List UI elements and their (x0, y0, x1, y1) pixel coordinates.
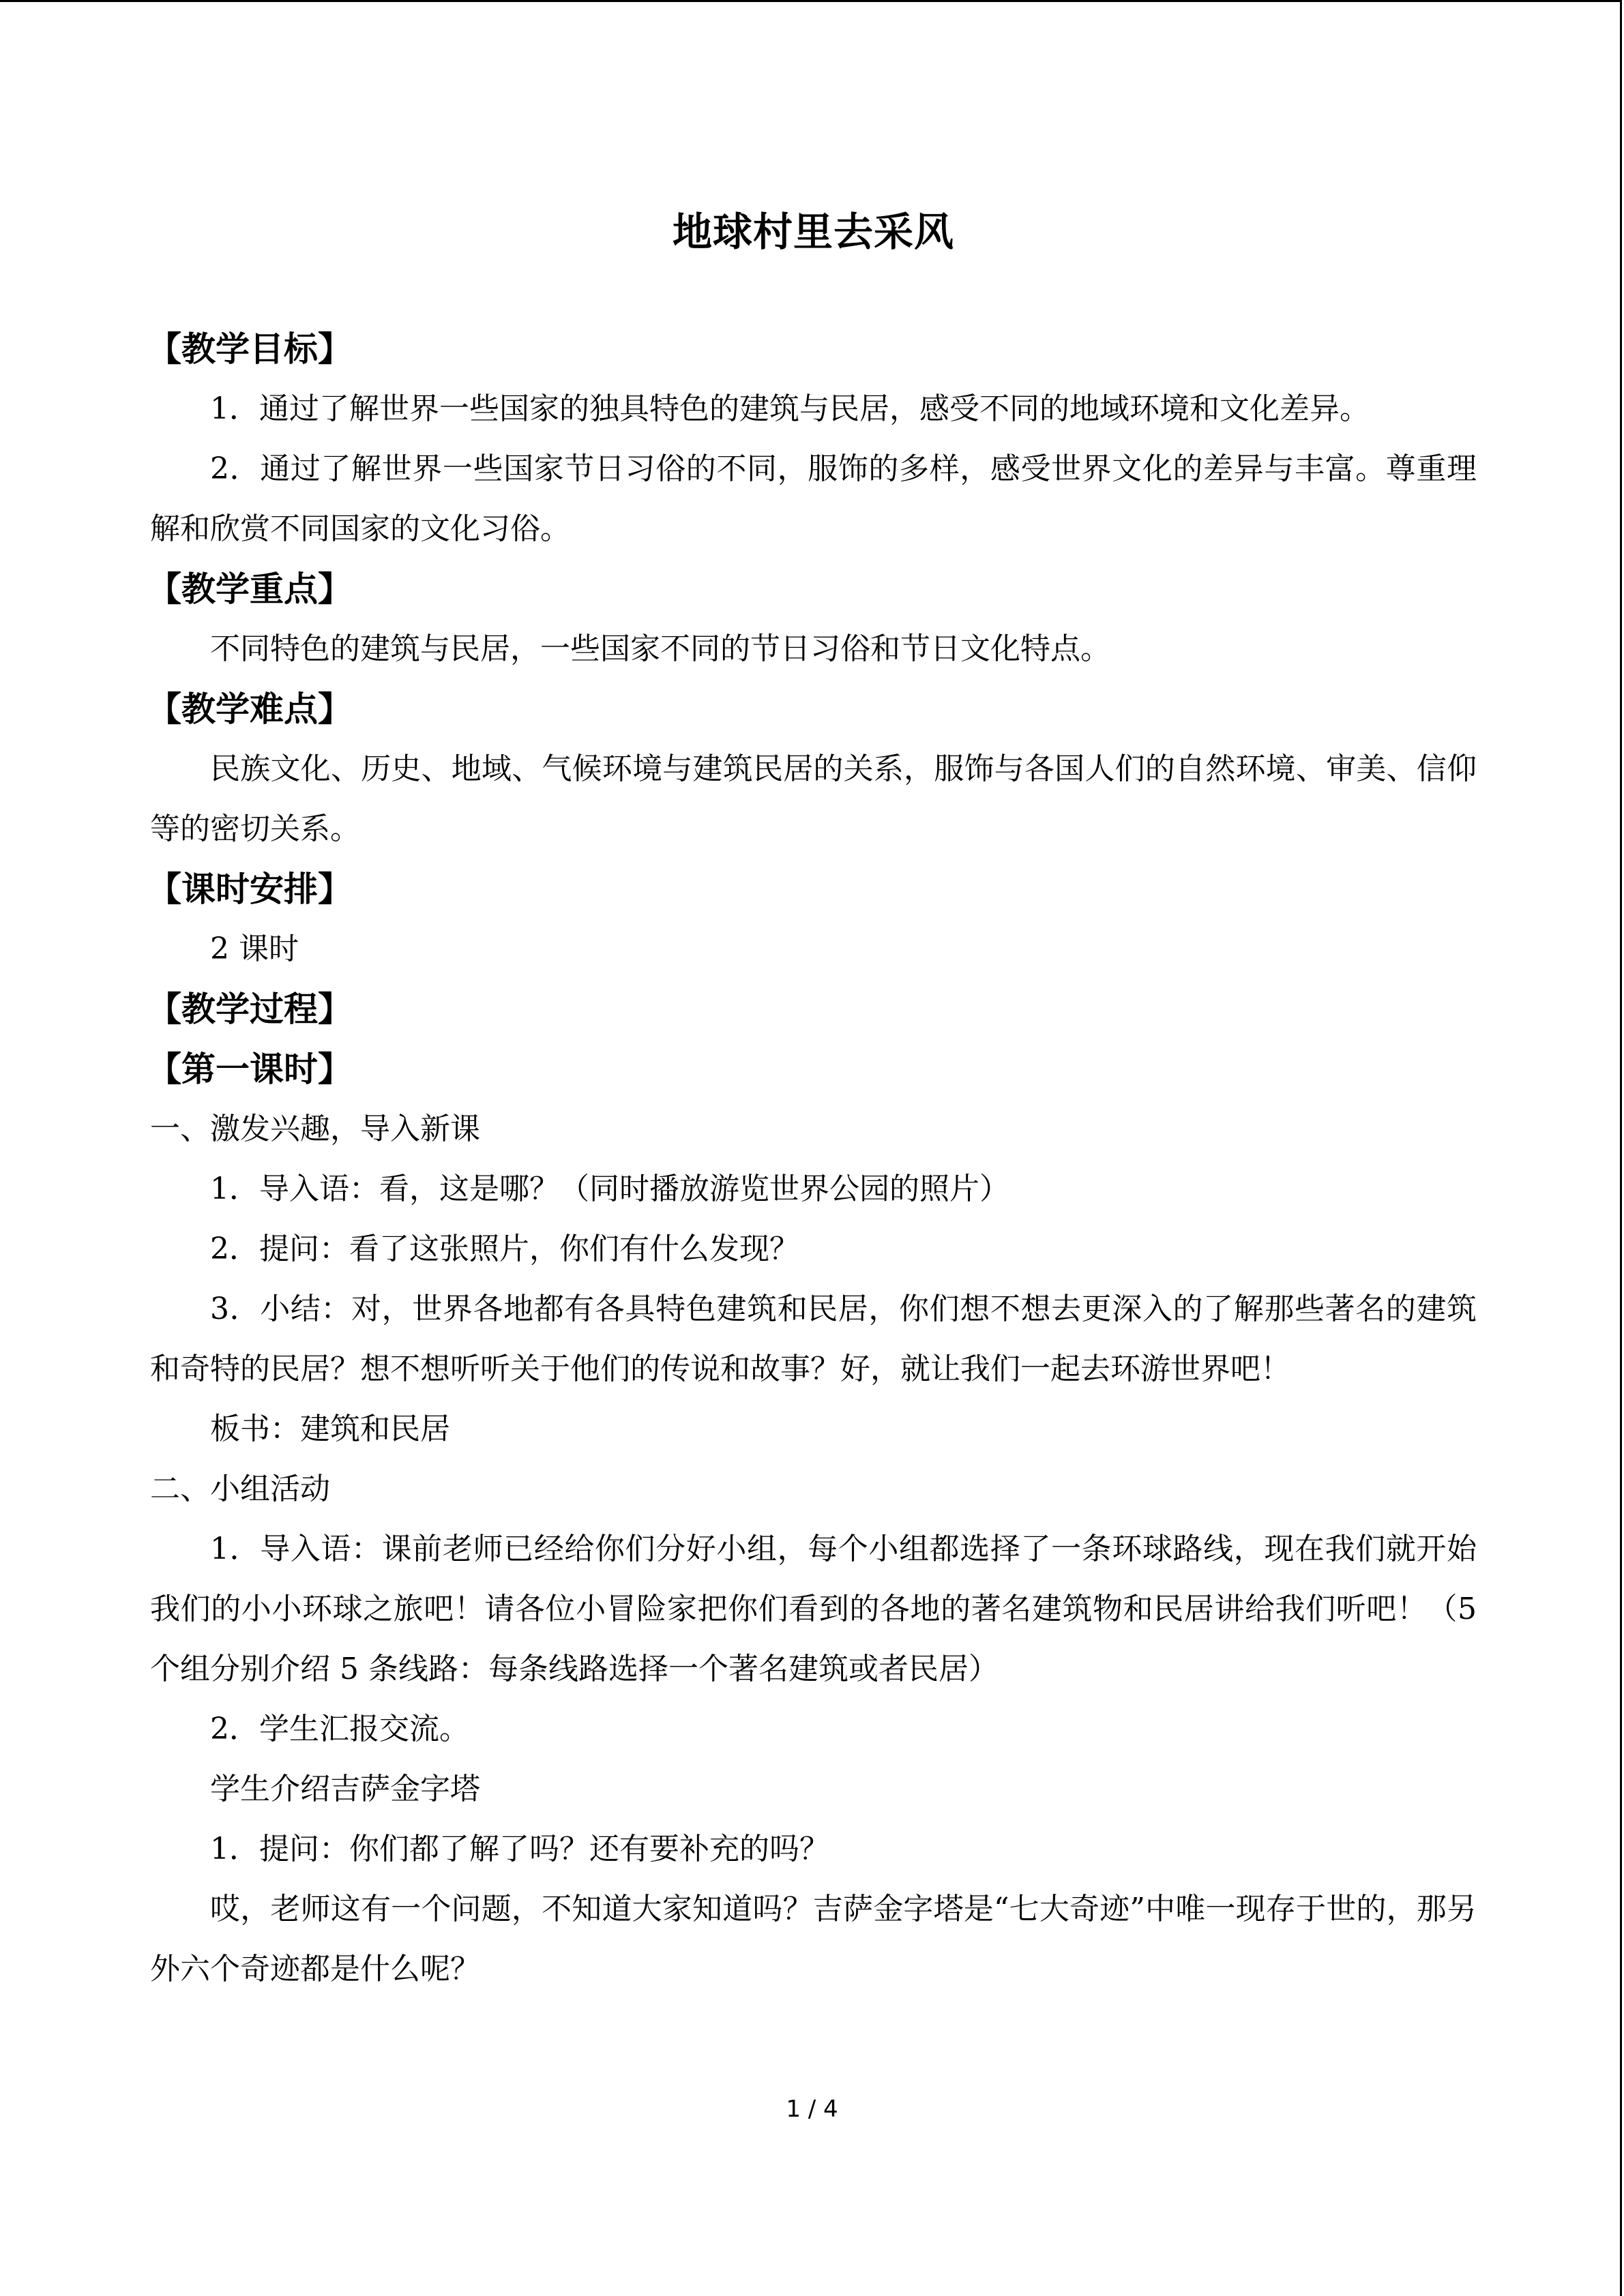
document-body (147, 319, 1477, 1999)
part-one-blackboard: 板书：建筑和民居 (210, 1412, 450, 1446)
heading-lesson-one: 【第一课时】 (147, 1049, 352, 1089)
part-two-paragraph-3: 学生介绍吉萨金字塔 (210, 1772, 480, 1806)
part-two-paragraph-5: 哎，老师这有一个问题，不知道大家知道吗？吉萨金字塔是“七大奇迹”中唯一现存于世的，那另外六个奇迹都是什么呢？ (150, 1892, 1477, 1986)
difficulties-paragraph: 民族文化、历史、地域、气候环境与建筑民居的关系，服饰与各国人们的自然环境、审美、信仰等的密切关系。 (150, 751, 1477, 846)
part-one-title: 一、激发兴趣，导入新课 (150, 1112, 480, 1146)
heading-teaching-process: 【教学过程】 (147, 989, 352, 1029)
part-one-paragraph-2: 2．提问：看了这张照片，你们有什么发现？ (210, 1232, 799, 1266)
part-two-title: 二、小组活动 (150, 1472, 330, 1506)
part-two-paragraph-2: 2．学生汇报交流。 (210, 1712, 469, 1746)
part-one-paragraph-1: 1．导入语：看，这是哪？（同时播放游览世界公园的照片） (210, 1172, 1009, 1206)
page-number: 1 / 4 (786, 2096, 838, 2123)
schedule-paragraph: 2 课时 (210, 931, 299, 966)
part-one-paragraph-3: 3．小结：对，世界各地都有各具特色建筑和民居，你们想不想去更深入的了解那些著名的建筑和奇特的民居？想不想听听关于他们的传说和故事？好，就让我们一起去环游世界吧！ (150, 1292, 1477, 1386)
key-points-paragraph: 不同特色的建筑与民居，一些国家不同的节日习俗和节日文化特点。 (210, 631, 1110, 666)
goal-paragraph-1: 1．通过了解世界一些国家的独具特色的建筑与民居，感受不同的地域环境和文化差异。 (210, 391, 1370, 426)
goal-paragraph-2: 2．通过了解世界一些国家节日习俗的不同，服饰的多样，感受世界文化的差异与丰富。尊重理解和欣赏不同国家的文化习俗。 (150, 451, 1477, 546)
part-two-paragraph-1: 1．导入语：课前老师已经给你们分好小组，每个小组都选择了一条环球路线，现在我们就开始我们的小小环球之旅吧！请各位小冒险家把你们看到的各地的著名建筑物和民居讲给我们听吧！（5 个组分别介绍 5 条线路：每条线路选择一个著名建筑或者民居） (150, 1532, 1477, 1686)
heading-difficulties: 【教学难点】 (147, 689, 352, 729)
part-two-paragraph-4: 1．提问：你们都了解了吗？还有要补充的吗？ (210, 1832, 829, 1866)
heading-schedule: 【课时安排】 (147, 869, 352, 909)
document-title: 地球村里去采风 (672, 209, 954, 255)
heading-teaching-goals: 【教学目标】 (147, 329, 352, 369)
heading-key-points: 【教学重点】 (147, 569, 352, 609)
